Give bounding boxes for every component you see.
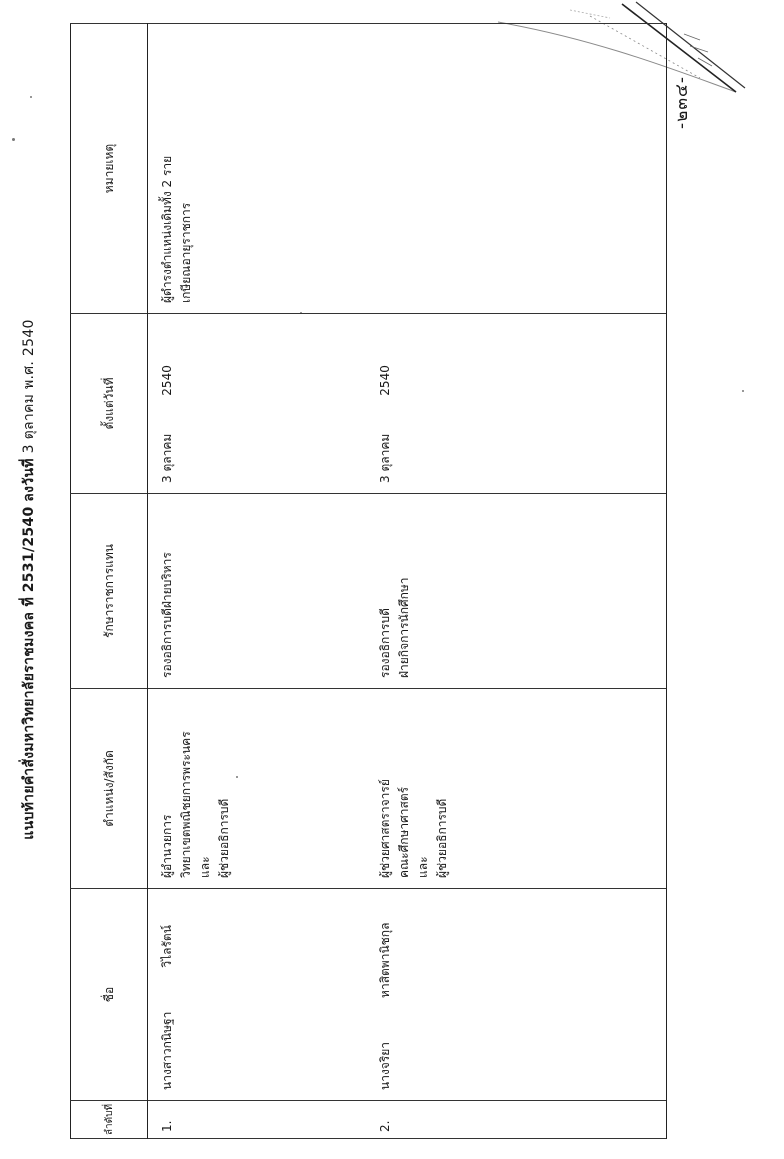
column-header-position: ตำแหน่ง/สังกัด — [71, 689, 148, 889]
row-since — [366, 314, 667, 494]
document-title — [18, 0, 40, 1159]
since-month: ตุลาคม — [160, 433, 174, 472]
last-name: วิไลรัตน์ — [160, 925, 174, 968]
order-number: 2531/2540 — [21, 506, 37, 593]
since-month: ตุลาคม — [378, 433, 392, 472]
acting-line: รองอธิการบดี — [378, 608, 392, 678]
row-number-text: 1. — [160, 1120, 174, 1132]
since-day: 3 — [160, 475, 174, 483]
acting-line: รองอธิการบดีฝ่ายบริหาร — [160, 552, 174, 678]
page-number: -๒๓๔- — [672, 76, 692, 129]
position-line: ผู้ช่วยศาสตราจารย์ — [378, 779, 392, 878]
row-remark — [148, 24, 367, 314]
first-name: นางจริยา — [378, 1041, 392, 1090]
acting-line: ฝ่ายกิจการนักศึกษา — [397, 577, 411, 678]
position-line: และ — [198, 856, 212, 878]
appointment-table — [70, 23, 667, 1139]
remark-line: ผู้ดำรงตำแหน่งเดิมทั้ง 2 ราย — [160, 155, 174, 303]
date-label: ลงวันที่ — [21, 458, 37, 502]
title-prefix: แนบท้ายคำสั่งมหาวิทยาลัยราชมงคล ที่ — [21, 597, 37, 840]
row-name — [366, 889, 667, 1101]
since-year: 2540 — [160, 365, 174, 396]
row-position — [148, 689, 367, 889]
row-acting — [366, 494, 667, 689]
first-name: นางสาวกนิษฐา — [160, 1011, 174, 1090]
row-number-text: 2. — [378, 1120, 392, 1132]
column-header-name: ชื่อ — [71, 889, 148, 1101]
order-date: 3 ตุลาคม พ.ศ. 2540 — [21, 319, 37, 454]
position-line: ผู้อำนวยการ — [160, 814, 174, 878]
row-name — [148, 889, 367, 1101]
table-row — [366, 24, 667, 1139]
column-header-remark: หมายเหตุ — [71, 24, 148, 314]
since-year: 2540 — [378, 365, 392, 396]
remark-line: เกษียณอายุราชการ — [179, 202, 193, 303]
since-day: 3 — [378, 475, 392, 483]
row-number — [148, 1101, 367, 1139]
row-acting — [148, 494, 367, 689]
row-remark — [366, 24, 667, 314]
table-header-row — [71, 24, 148, 1139]
last-name: หาสิตพานิชกุล — [378, 922, 392, 998]
row-number — [366, 1101, 667, 1139]
column-header-no: ลำดับที่ — [71, 1101, 148, 1139]
position-line: และ — [416, 856, 430, 878]
position-line: ผู้ช่วยอธิการบดี — [435, 798, 449, 878]
position-line: วิทยาเขตพณิชยการพระนคร — [179, 731, 193, 878]
column-header-since: ตั้งแต่วันที่ — [71, 314, 148, 494]
column-header-acting: รักษาราชการแทน — [71, 494, 148, 689]
row-position — [366, 689, 667, 889]
row-since — [148, 314, 367, 494]
position-line: คณะศึกษาศาสตร์ — [397, 786, 411, 878]
table-row — [148, 24, 367, 1139]
position-line: ผู้ช่วยอธิการบดี — [217, 798, 231, 878]
